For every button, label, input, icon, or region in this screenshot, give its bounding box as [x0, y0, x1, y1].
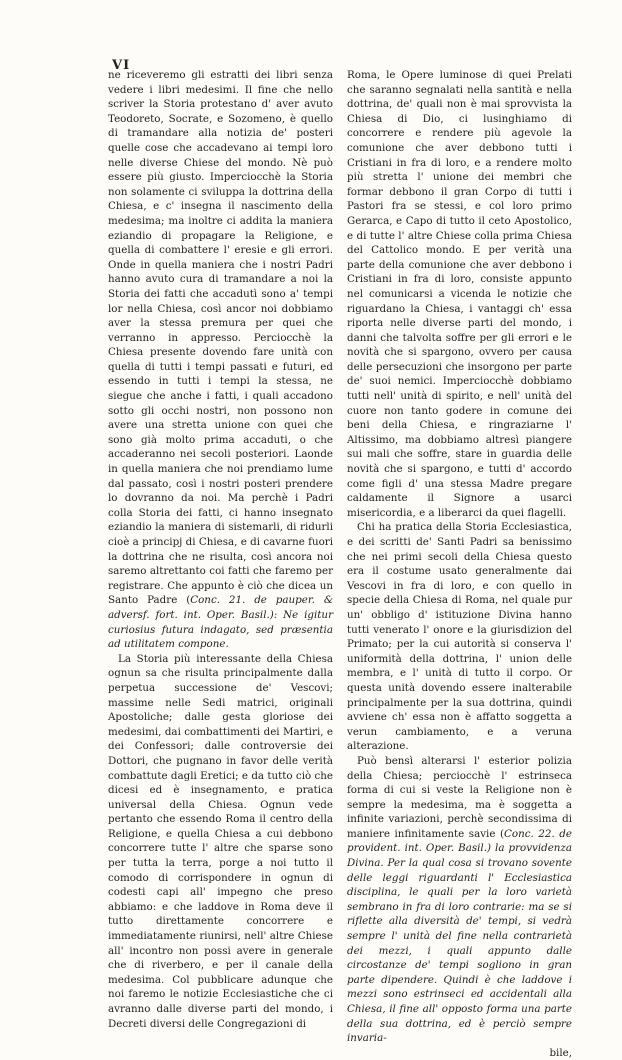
paragraph [108, 68, 333, 652]
paragraph-text: Può bensì alterarsi l' esterior polizia della Chiesa; perciocchè l' estrinseca forma di cui si veste la Religione non è sempre la medesima, ma è soggetta a infinite variazioni, perchè secondissima di maniere infinitamente savie ( [347, 754, 572, 840]
citation: Conc. 22. de provident. int. Oper. Basil.) la provvidenza Divina. Per la qual cosa si trovano sovente delle leggi riguardanti l' Ecclesiastica disciplina, le quali per la loro varietà sembrano in fra di loro contrarie: ma se si riflette alla diversità de' tempi, si vedrà sempre l' unità del fine nella contrarietà dei mezzi, i quali appunto dalle circostanze de' tempi sogliono in gran parte dipendere. Quindi è che laddove i mezzi sono estrinseci ed accidentali alla Chiesa, il fine all' opposto forma una parte della sua dottrina, ed è perciò sempre invaria- [347, 827, 572, 1045]
paragraph-text: Roma, le Opere luminose di quei Prelati che saranno segnalati nella santità e nella dottrina, de' quali non è mai sprovvista la Chiesa di Dio, ci lusinghiamo di concorrere e rendere più agevole la comunione che aver debbono tutti i Cristiani in fra di loro, e a rendere molto più stretta l' unione dei membri che formar debbono il gran Corpo di tutti i Pastori fra se stessi, e col loro primo Gerarca, e Capo di tutto il ceto Apostolico, e di tutte l' altre Chiese colla prima Chiesa del Cattolico mondo. E per verità una parte della comunione che aver debbono i Cristiani in fra di loro, consiste appunto nel comunicarsi a vicenda le notizie che riguardano la Chiesa, i vantaggi ch' essa riporta nelle diverse parti del mondo, i danni che talvolta soffre per gli errori e le novità che si spargono, ovvero per causa delle persecuzioni che insorgono per parte de' suoi nemici. Imperciocchè dobbiamo tutti nell' unità di spirito, e nell' unità del cuore non tanto godere in comune dei beni della Chiesa, e ringraziarne l' Altissimo, ma dobbiamo altresì piangere sui mali che soffre, stare in guardia delle novità che si spargono, e tutti d' accordo come figli d' una stessa Madre pregare caldamente il Signore a usarci misericordia, e a liberarci da quei flagelli. [347, 69, 572, 519]
paragraph-text: La Storia più interessante della Chiesa ognun sa che risulta principalmente dalla perpetua successione de' Vescovi; massime nelle Sedi matrici, originali Apostoliche; dalle gesta gloriose dei medesimi, dai combattimenti dei Martiri, e dei Confessori; dalle controversie dei Dottori, che pugnano in favor delle verità combattute dagli Eretici; e da tutto ciò che dicesi ed è insegnamento, e pratica universal della Chiesa. Ognun vede pertanto che essendo Roma il centro della Religione, e quella Chiesa a cui debbono concorrere tutte l' altre che sparse sono per tutta la terra, porge a noi tutto il comodo di corrispondere in ognun di codesti capi all' impegno che preso abbiamo: e che laddove in Roma deve il tutto direttamente concorrere e immediatamente riunirsi, nell' altre Chiese all' incontro non possi avere in generale che di riverbero, e per il canale della medesima. Col pubblicare adunque che noi faremo le notizie Ecclesiastiche che ci avranno dalle diverse parti del mondo, i Decreti diversi delle Congregazioni di [108, 652, 333, 1030]
left-column [108, 68, 333, 1031]
paragraph [347, 520, 572, 754]
page-number: VI [112, 58, 131, 73]
paragraph-end [347, 1046, 572, 1060]
right-column [347, 68, 572, 1060]
paragraph-text: bile, [549, 1046, 572, 1059]
paragraph [108, 652, 333, 1031]
citation: Conc. 21. de pauper. & adversf. fort. int. Oper. Basil.): Ne igitur curiosius futura indagato, sed præsentia ad utilitatem compone. [108, 594, 333, 651]
paragraph [347, 68, 572, 520]
paragraph-text: Chi ha pratica della Storia Ecclesiastica, e dei scritti de' Santi Padri sa benissimo che nei primi secoli della Chiesa questo era il costume usato generalmente dai Vescovi in fra di loro, e con quello in specie della Chiesa di Roma, nel quale pur un' obbligo d' istituzione Divina hanno tutti venerato l' onore e la giurisdizion del Primato; per la cui autorità si conserva l' uniformità della dottrina, l' union delle membra, e l' unità di tutto il corpo. Or questa unità dovendo essere inalterabile principalmente per la sua dottrina, quindi avviene ch' essa non è affatto soggetta a verun cambiamento, e a veruna alterazione. [347, 521, 572, 753]
paragraph-text: ne riceveremo gli estratti dei libri senza vedere i libri medesimi. Il fine che nello scriver la Storia protestano d' aver avuto Teodoreto, Socrate, e Sozomeno, è quello di tramandare alla notizia de' posteri quelle cose che accadevano ai tempi loro nelle diverse Chiese del mondo. Nè può essere più giusto. Imperciocchè la Storia non solamente ci sviluppa la dottrina della Chiesa, e c' insegna il nascimento della medesima; ma inoltre ci addita la maniera eziandio di propagare la Religione, e quella di combattere l' eresie e gli errori. Onde in quella maniera che i nostri Padri hanno avuto cura di tramandare a noi la Storia dei fatti che accadutì sono a' tempi lor nella Chiesa, così ancor noi dobbiamo aver la stessa premura per quei che verranno in appresso. Perciocchè la Chiesa presente dovendo fare unità con quella di tutti i tempi passati e futuri, ed essendo in tutti i tempi la stessa, ne siegue che anche i fatti, i quali accadono sotto gli occhi nostri, non possono non avere una stretta unione con quei che sono già molto prima accaduti, o che accaderanno nei secoli posteriori. Laonde in quella maniera che noi prendiamo lume dal passato, così i nostri posteri prendere lo dovranno da noi. Ma perchè i Padri colla Storia dei fatti, ci hanno insegnato eziandio la maniera di sistemarli, di ridurli cioè a principj di Chiesa, e di cavarne fuori la dottrina che ne risulta, così ancora noi saremo altrettanto coi fatti che faremo per registrare. Che appunto è ciò che dicea un Santo Padre ( [108, 69, 333, 607]
